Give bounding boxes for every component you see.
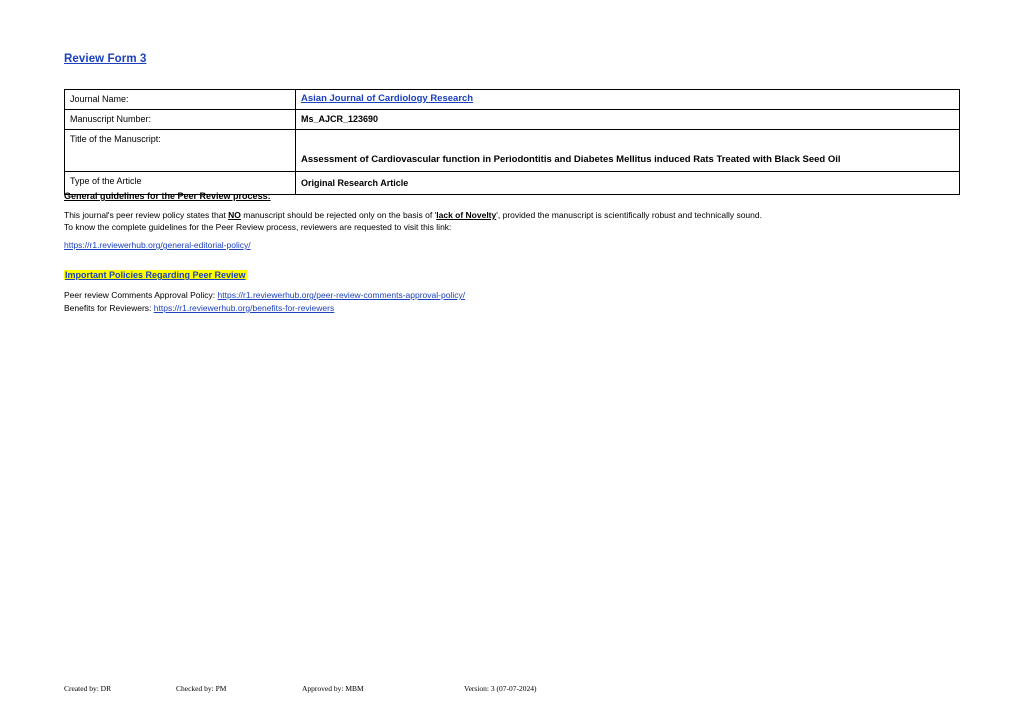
guidelines-no-emphasis: NO	[228, 210, 241, 220]
article-type-value: Original Research Article	[296, 172, 960, 195]
guidelines-text-part3: ', provided the manuscript is scientifically robust and technically sound.	[496, 210, 762, 220]
guidelines-novelty-emphasis: lack of Novelty	[436, 210, 497, 220]
approval-policy-line	[64, 289, 465, 302]
footer-version: Version: 3 (07-07-2024)	[464, 684, 537, 693]
approval-policy-label: Peer review Comments Approval Policy:	[64, 290, 218, 300]
table-row	[65, 110, 960, 130]
manuscript-number-label: Manuscript Number:	[65, 110, 296, 130]
guidelines-text-line2: To know the complete guidelines for the Peer Review process, reviewers are requested to visit this link:	[64, 222, 452, 233]
benefits-line	[64, 302, 465, 315]
peer-review-comments-approval-policy-link[interactable]: https://r1.reviewerhub.org/peer-review-comments-approval-policy/	[217, 290, 466, 300]
footer-created-by: Created by: DR	[64, 684, 112, 693]
footer-approved-by: Approved by: MBM	[302, 684, 364, 693]
journal-name-value[interactable]: Asian Journal of Cardiology Research	[296, 90, 960, 110]
guidelines-text-part2: manuscript should be rejected only on the basis of '	[240, 210, 437, 220]
table-row	[65, 130, 960, 172]
guidelines-text-part1: This journal's peer review policy states that	[64, 210, 229, 220]
page-title: Review Form 3	[64, 53, 147, 65]
article-type-label: Type of the Article	[65, 172, 296, 195]
journal-name-label: Journal Name:	[65, 90, 296, 110]
general-guidelines-paragraph	[64, 209, 804, 234]
benefits-for-reviewers-link[interactable]: https://r1.reviewerhub.org/benefits-for-reviewers	[153, 302, 335, 313]
policy-links-block	[64, 289, 465, 315]
footer-checked-by: Checked by: PM	[176, 684, 227, 693]
general-editorial-policy-link[interactable]: https://r1.reviewerhub.org/general-editorial-policy/	[64, 240, 251, 250]
benefits-label: Benefits for Reviewers:	[64, 302, 154, 313]
manuscript-metadata-table	[64, 89, 960, 195]
manuscript-title-label: Title of the Manuscript:	[65, 130, 296, 172]
manuscript-title-value: Assessment of Cardiovascular function in Periodontitis and Diabetes Mellitus induced Rats Treated with Black Seed Oil	[296, 130, 960, 172]
important-policies-heading: Important Policies Regarding Peer Review	[65, 270, 246, 280]
table-row	[65, 90, 960, 110]
general-guidelines-heading: General guidelines for the Peer Review process:	[64, 191, 271, 201]
manuscript-number-value: Ms_AJCR_123690	[296, 110, 960, 130]
